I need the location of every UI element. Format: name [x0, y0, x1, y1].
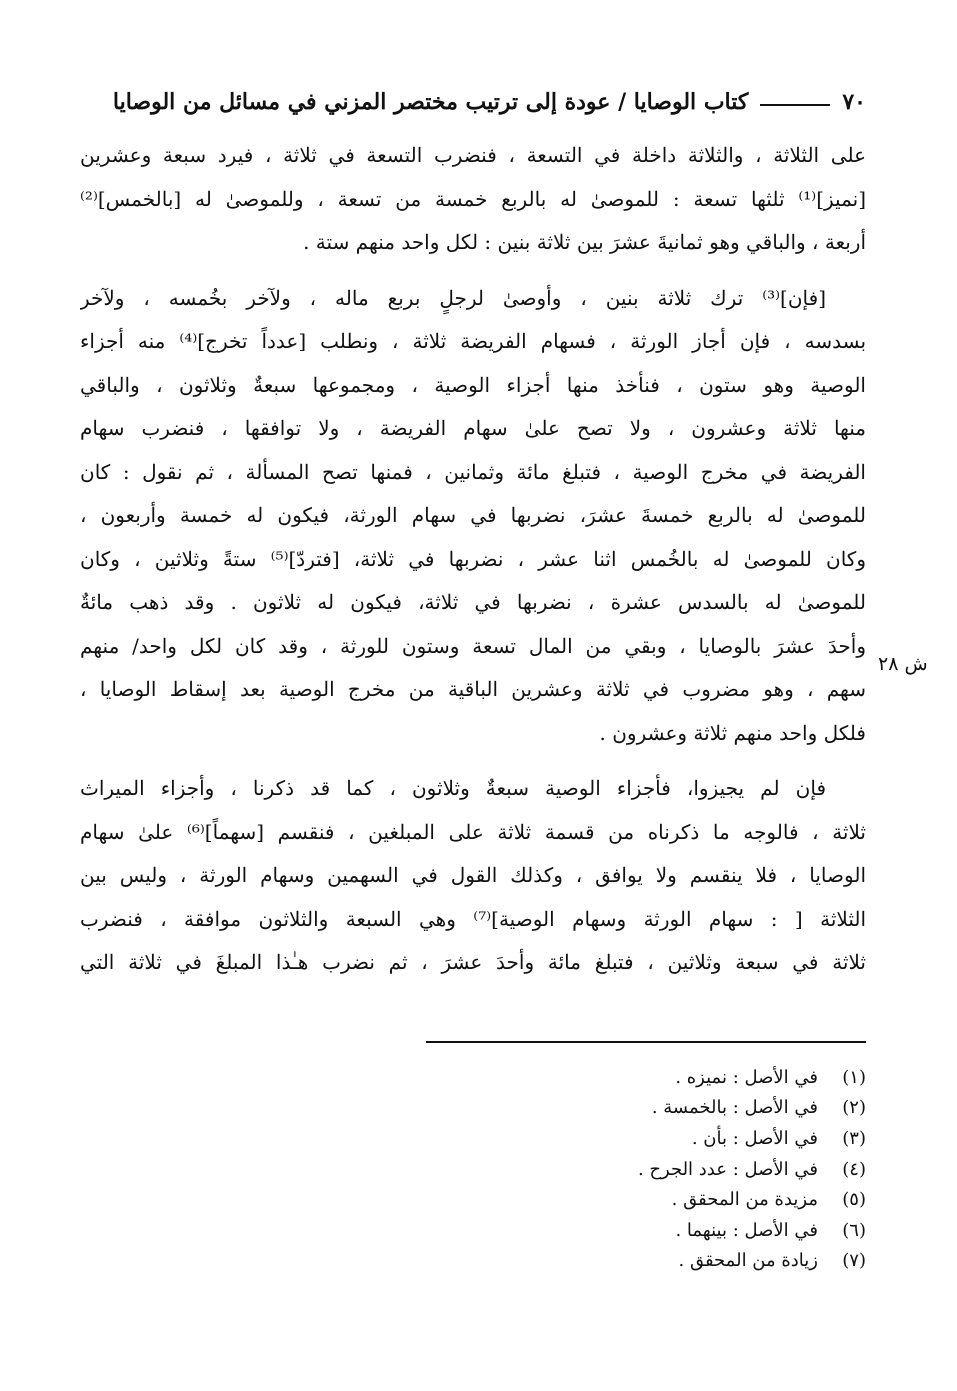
text-line: للموصىٰ له بالسدس عشرة ، نضربها في ثلاثة، فيكون له ثلاثون . وقد ذهب مائةٌ [80, 590, 866, 614]
text-line: سهم ، وهو مضروب في ثلاثة وعشرين الباقية من مخرج الوصية بعد إسقاط الوصايا ، [80, 677, 866, 701]
text-line: أربعة ، والباقي وهو ثمانيةَ عشرَ بين ثلاثة بنين : لكل واحد منهم ستة . [303, 230, 866, 254]
footnote-separator [426, 1041, 866, 1043]
text-line: وأحدَ عشرَ بالوصايا ، وبقي من المال تسعة وستون للورثة ، وقد كان لكل واحد/ منهم [80, 633, 866, 658]
text-line: الوصايا ، فلا ينقسم ولا يوافق ، وكذلك القول في السهمين وسهام الورثة ، وليس بين [80, 863, 866, 887]
text-line: فلكل واحد منهم ثلاثة وعشرون . [599, 720, 866, 745]
footnote-text: في الأصل : بالخمسة . [651, 1097, 818, 1119]
paragraph-gap [80, 755, 866, 767]
footnote-number: (٢) [842, 1097, 866, 1119]
text-line: فإن لم يجيزوا، فأجزاء الوصية سبعةٌ وثلاثون ، كما قد ذكرنا ، وأجزاء الميراث [80, 776, 826, 800]
running-header [86, 84, 866, 120]
margin-manuscript-reference: ش ٢٨ [878, 653, 928, 675]
text-line: منها ثلاثة وعشرون ، ولا تصح علىٰ سهام الفريضة ، ولا توافقها ، فنضرب سهام [80, 416, 866, 440]
main-text [80, 134, 866, 985]
header-rule [760, 104, 830, 106]
text-line: الوصية وهو ستون ، فنأخذ منها أجزاء الوصية ، ومجموعها سبعةٌ وثلاثون ، والباقي [80, 372, 866, 397]
footnote-number: (٧) [842, 1250, 866, 1272]
text-line: على الثلاثة ، والثلاثة داخلة في التسعة ، فنضرب التسعة في ثلاثة ، فيرد سبعة وعشرين [80, 143, 866, 167]
text-line: ثلاثة في سبعة وثلاثين ، فتبلغ مائة وأحدَ عشرَ ، ثم نضرب هـٰذا المبلغَ في ثلاثة التي [80, 950, 866, 974]
footnote-text: مزيدة من المحقق . [671, 1189, 818, 1211]
footnote-number: (٥) [842, 1189, 866, 1211]
footnote-item [426, 1062, 866, 1093]
paragraph-3 [80, 767, 866, 985]
text-line: وكان للموصىٰ له بالخُمس اثنا عشر ، نضربها في ثلاثة، [فتردّ]⁽⁵⁾ ستةً وثلاثين ، وكان [80, 546, 866, 571]
paragraph-gap [80, 265, 866, 277]
footnote-item [426, 1154, 866, 1185]
footnote-item [426, 1184, 866, 1215]
footnote-number: (٣) [842, 1127, 866, 1149]
paragraph-1 [80, 134, 866, 265]
footnote-item [426, 1093, 866, 1124]
footnotes [426, 1062, 866, 1276]
page-number: ٧٠ [842, 89, 866, 115]
text-line: الثلاثة [ : سهام الورثة وسهام الوصية]⁽⁷⁾ وهي السبعة والثلاثون موافقة ، فنضرب [80, 906, 866, 931]
footnote-text: زيادة من المحقق . [678, 1250, 818, 1272]
paragraph-2 [80, 277, 866, 756]
text-line: الفريضة في مخرج الوصية ، فتبلغ مائة وثمانين ، فمنها تصح المسألة ، ثم نقول : كان [80, 459, 866, 484]
footnote-text: في الأصل : عدد الجرح . [637, 1158, 818, 1180]
footnote-number: (٦) [842, 1219, 866, 1241]
text-line: [نميز]⁽¹⁾ ثلثها تسعة : للموصىٰ له بالربع خمسة من تسعة ، وللموصىٰ له [بالخمس]⁽²⁾ [80, 186, 866, 211]
footnote-number: (٤) [842, 1158, 866, 1180]
text-line: [فإن]⁽³⁾ ترك ثلاثة بنين ، وأوصىٰ لرجلٍ بربع ماله ، ولآخر بخُمسه ، ولآخر [80, 285, 826, 310]
footnote-text: في الأصل : بينهما . [675, 1219, 818, 1241]
footnote-item [426, 1246, 866, 1277]
running-title: كتاب الوصايا / عودة إلى ترتيب مختصر المزني في مسائل من الوصايا [112, 89, 749, 115]
text-line: بسدسه ، فإن أجاز الورثة ، فسهام الفريضة ثلاثة ، ونطلب [عدداً تخرج]⁽⁴⁾ منه أجزاء [80, 329, 866, 353]
footnote-item [426, 1123, 866, 1154]
text-line: للموصىٰ له بالربع خمسةَ عشرَ، نضربها في سهام الورثة، فيكون له خمسة وأربعون ، [80, 503, 866, 527]
footnote-item [426, 1215, 866, 1246]
footnote-text: في الأصل : بأن . [691, 1127, 818, 1149]
footnote-number: (١) [842, 1066, 866, 1088]
footnote-text: في الأصل : نميزه . [675, 1066, 818, 1088]
text-line: ثلاثة ، فالوجه ما ذكرناه من قسمة ثلاثة على المبلغين ، فنقسم [سهماً]⁽⁶⁾ علىٰ سهام [80, 819, 866, 844]
